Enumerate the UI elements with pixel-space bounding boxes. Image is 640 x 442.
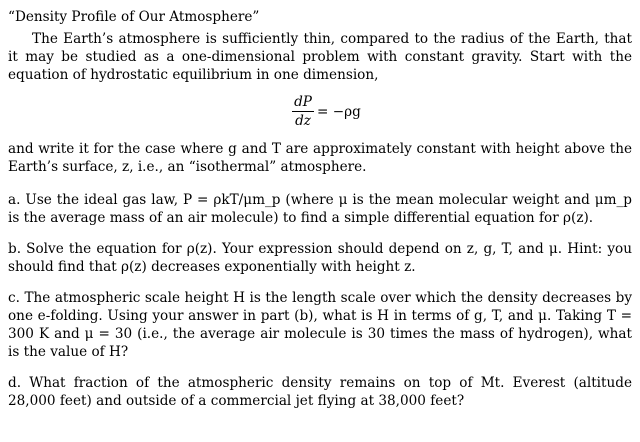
part-a: a. Use the ideal gas law, P = ρkT/μm_p (where μ is the mean molecular weight and μm_p is the average mass of an air molecule) to find a simple differential equation for ρ(z). bbox=[8, 192, 632, 226]
problem-title: “Density Profile of Our Atmosphere” bbox=[8, 9, 260, 25]
equation-numerator: dP bbox=[294, 94, 312, 110]
fraction-bar bbox=[292, 111, 314, 112]
part-b: b. Solve the equation for ρ(z). Your expression should depend on z, g, T, and μ. Hint: you should find that ρ(z) decreases exponentially with height z. bbox=[8, 241, 632, 275]
part-c: c. The atmospheric scale height H is the length scale over which the density decreases by one e-folding. Using your answer in part (b), what is H in terms of g, T, and μ. Taking T = 300 K and μ = 30 (i.e., the average air molecule is 30 times the mass of hydrogen), what is the value of H? bbox=[8, 290, 632, 360]
hydrostatic-equation bbox=[8, 94, 632, 136]
equation-denominator: dz bbox=[295, 113, 311, 129]
intro-paragraph: The Earth’s atmosphere is sufficiently thin, compared to the radius of the Earth, that it may be studied as a one-dimensional problem with constant gravity. Start with the equation of hydrostatic equilibrium in one dimension, bbox=[8, 31, 632, 83]
part-d: d. What fraction of the atmospheric density remains on top of Mt. Everest (altitude 28,000 feet) and outside of a commercial jet flying at 38,000 feet? bbox=[8, 375, 632, 409]
after-equation-paragraph: and write it for the case where g and T are approximately constant with height above the Earth’s surface, z, i.e., an “isothermal” atmosphere. bbox=[8, 141, 632, 175]
equation-rhs: = −ρg bbox=[317, 104, 361, 120]
equation-fraction bbox=[292, 94, 314, 129]
